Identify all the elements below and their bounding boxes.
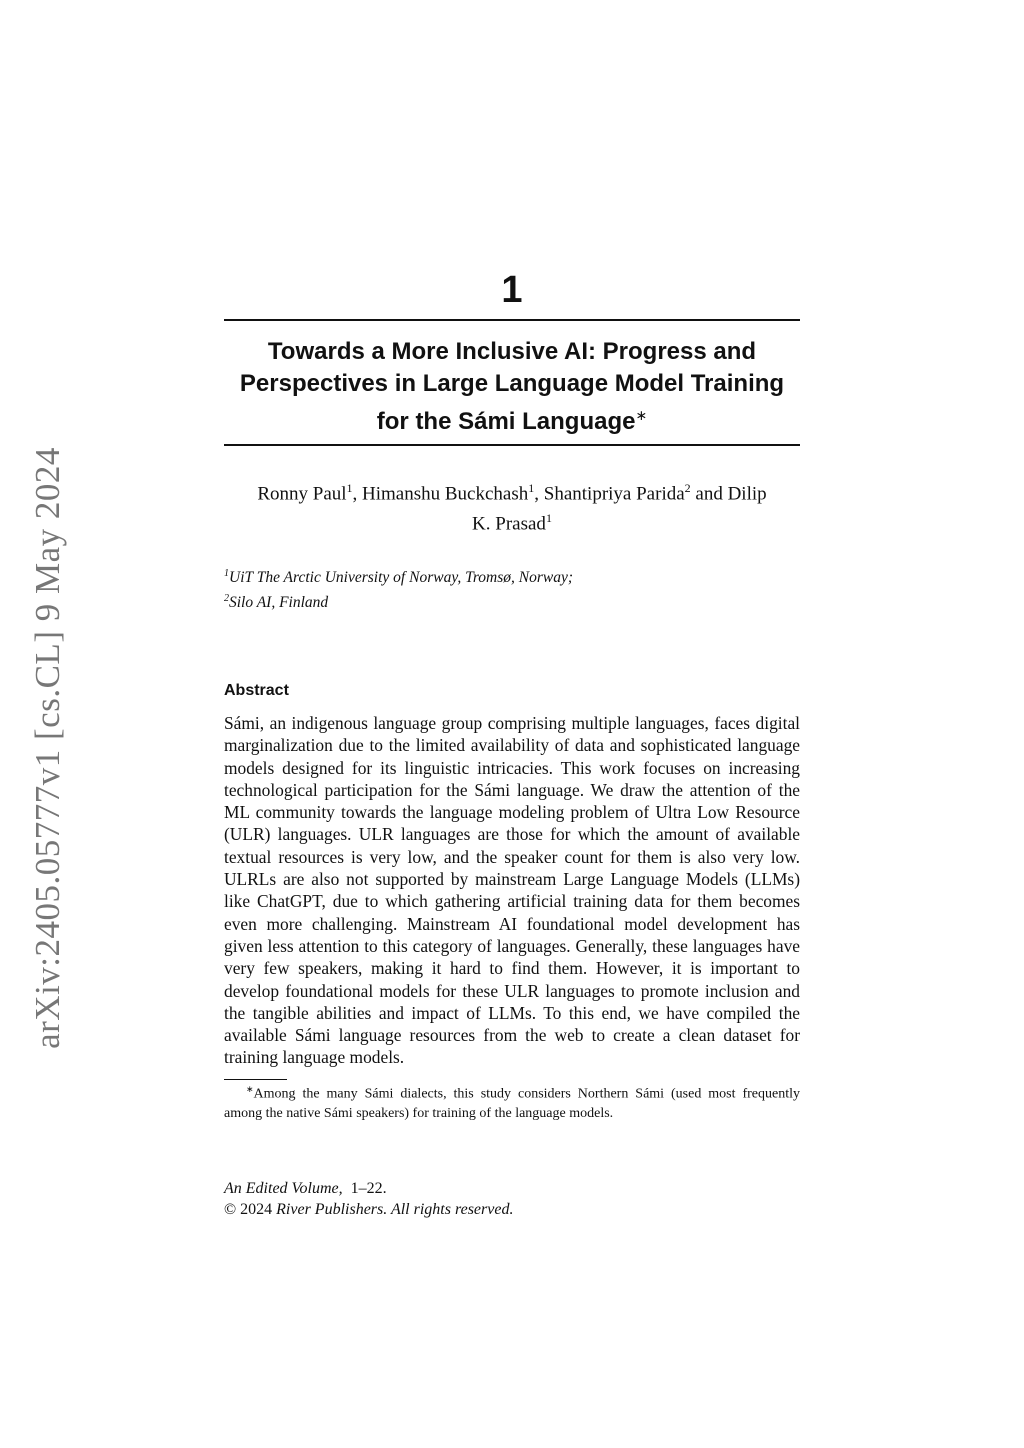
footnote-mark: ∗: [246, 1085, 254, 1095]
footnote-content: [224, 1081, 800, 1123]
arxiv-id-text: arXiv:2405.05777v1 [cs.CL] 9 May 2024: [28, 447, 67, 1049]
author-affiliation-mark: 2: [684, 481, 691, 495]
author-list: [224, 476, 800, 537]
author-line-2: [224, 506, 800, 536]
affiliation-text: UiT The Arctic University of Norway, Tromsø, Norway;: [229, 569, 574, 587]
footnote-text: Among the many Sámi dialects, this study considers Northern Sámi (used most frequently among the native Sámi speakers) for training of the language models.: [224, 1086, 800, 1121]
author-name: , Shantipriya Parida: [534, 483, 685, 505]
affiliation-text: Silo AI, Finland: [229, 594, 329, 612]
copyright-holder: River Publishers. All rights reserved.: [276, 1201, 514, 1218]
author-line-1: [224, 476, 800, 506]
affiliation-item: [224, 563, 800, 588]
author-affiliation-mark: 1: [346, 481, 353, 495]
title-line-3: [224, 400, 800, 438]
author-affiliation-mark: 1: [545, 511, 552, 526]
abstract-text: Sámi, an indigenous language group comprising multiple languages, faces digital marginalization due to the limited availability of data and sophisticated language models designed for its linguistic intricacies. This work focuses on increasing technological participation for the Sámi language. We draw the attention of the ML community towards the language modeling problem of Ultra Low Resource (ULR) languages. ULR languages are those for which the amount of available textual resources is very low, and the speaker count for them is also very low. ULRLs are also not supported by mainstream Large Language Models (LLMs) like ChatGPT, due to which gathering artificial training data for them becomes even more challenging. Mainstream AI foundational model development has given less attention to this category of languages. Generally, these languages have very few speakers, making it hard to find them. However, it is important to develop foundational models for these ULR languages to promote inclusion and the tangible abilities and impact of LLMs. To this end, we have compiled the available Sámi language resources from the web to create a clean dataset for training language models.: [224, 713, 800, 1068]
footnote-rule: [224, 1079, 287, 1080]
volume-title: An Edited Volume,: [224, 1180, 343, 1197]
author-name: , Himanshu Buckchash: [352, 483, 529, 505]
copyright-year: 2024: [240, 1201, 273, 1218]
title-footnote: [224, 1081, 800, 1123]
affiliation-mark: 2: [224, 593, 229, 605]
affiliations: [224, 563, 800, 613]
title-top-rule: [224, 319, 800, 321]
author-affiliation-mark: 1: [528, 481, 535, 495]
title-line-2: Perspectives in Large Language Model Training: [239, 370, 785, 397]
author-name: K. Prasad: [472, 513, 546, 535]
title-bottom-rule: [224, 444, 800, 446]
page-range: 1–22.: [350, 1180, 387, 1197]
author-name: and Dilip: [690, 483, 767, 505]
title-line-1: Towards a More Inclusive AI: Progress and: [267, 338, 757, 365]
title-line-3-text: for the Sámi Language: [376, 408, 636, 435]
title-footnote-mark: ∗: [635, 408, 648, 424]
author-name: Ronny Paul: [257, 483, 347, 505]
volume-line: [224, 1178, 800, 1199]
chapter-number: 1: [501, 269, 523, 311]
affiliation-item: [224, 588, 800, 613]
abstract-heading: Abstract: [224, 682, 289, 699]
affiliation-mark: 1: [224, 568, 229, 579]
copyright-icon: ©: [224, 1201, 237, 1218]
copyright-line: [224, 1199, 800, 1220]
chapter-title: [224, 336, 800, 438]
publisher-info: [224, 1178, 800, 1220]
